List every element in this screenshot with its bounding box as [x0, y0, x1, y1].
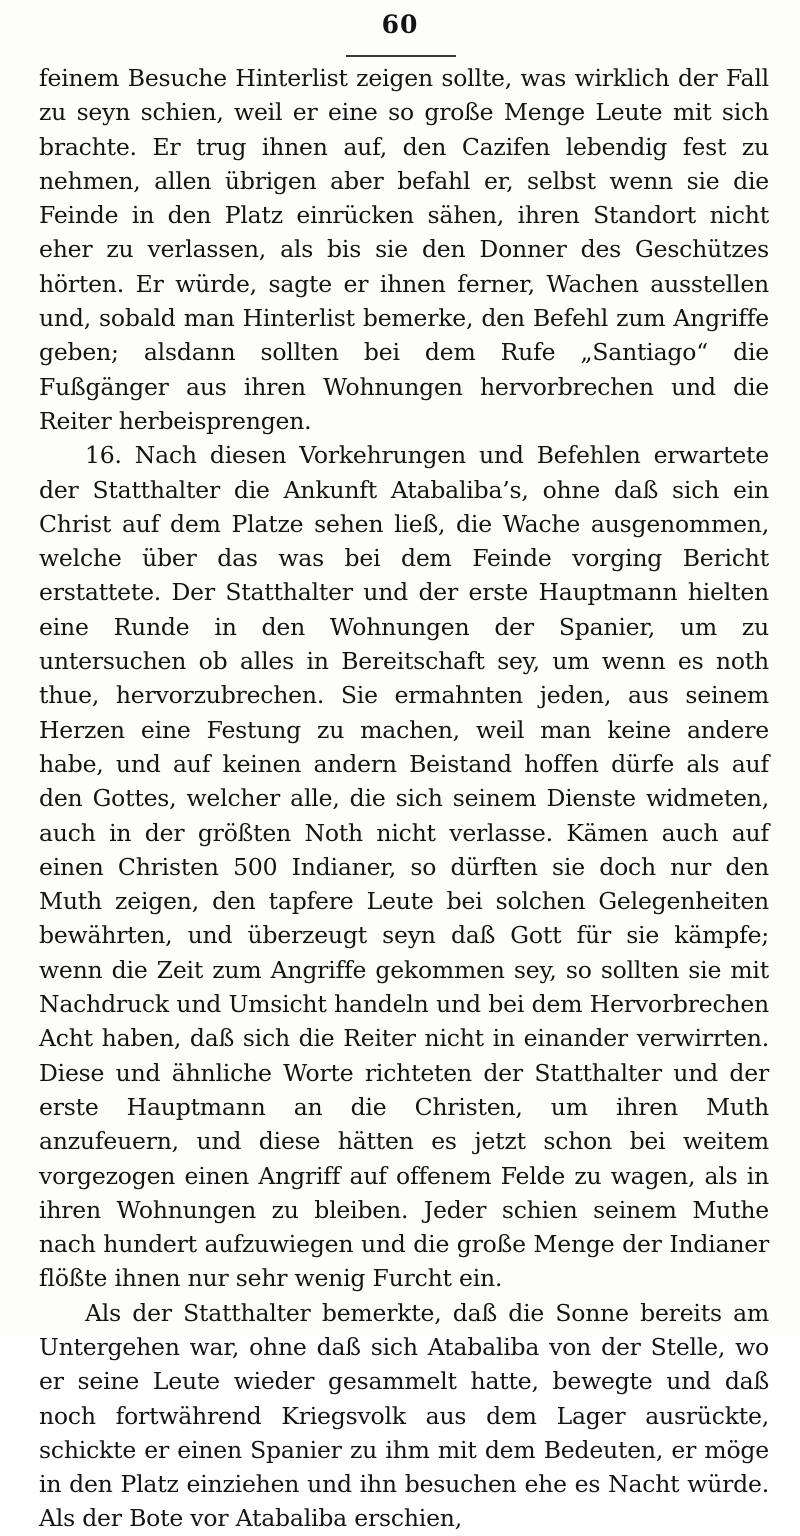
paragraph-16: 16. Nach diesen Vorkehrungen und Befehlen erwartete der Statthalter die Ankunft Atabaliba’s, ohne daß sich ein Christ auf dem Platze sehen ließ, die Wache ausgenommen, welche über das was bei dem Feinde vorging Bericht erstattete. Der Statthalter und der erste Hauptmann hielten eine Runde in den Wohnungen der Spanier, um zu untersuchen ob alles in Bereitschaft sey, um wenn es noth thue, hervorzubrechen. Sie ermahnten jeden, aus seinem Herzen eine Festung zu machen, weil man keine andere habe, und auf keinen andern Beistand hoffen dürfe als auf den Gottes, welcher alle, die sich seinem Dienste widmeten, auch in der größten Noth nicht verlasse. Kämen auch auf einen Christen 500 Indianer, so dürften sie doch nur den Muth zeigen, den tapfere Leute bei solchen Gelegenheiten bewährten, und überzeugt seyn daß Gott für sie kämpfe; wenn die Zeit zum Angriffe gekommen sey, so sollten sie mit Nachdruck und Umsicht handeln und bei dem Hervorbrechen Acht haben, daß sich die Reiter nicht in einander verwirrten. Diese und ähnliche Worte richteten der Statthalter und der erste Hauptmann an die Christen, um ihren Muth anzufeuern, und diese hätten es jetzt schon bei weitem vorgezogen einen Angriff auf offenem Felde zu wagen, als in ihren Wohnungen zu bleiben. Jeder schien seinem Muthe nach hundert aufzuwiegen und die große Menge der Indianer flößte ihnen nur sehr wenig Furcht ein. [39, 441, 769, 1293]
paragraph-continuation: feinem Besuche Hinterlist zeigen sollte, was wirklich der Fall zu seyn schien, weil er eine so große Menge Leute mit sich brachte. Er trug ihnen auf, den Cazifen lebendig fest zu nehmen, allen übrigen aber befahl er, selbst wenn sie die Feinde in den Platz einrücken sähen, ihren Standort nicht eher zu verlassen, als bis sie den Donner des Geschützes hörten. Er würde, sagte er ihnen ferner, Wachen ausstellen und, sobald man Hinterlist bemerke, den Befehl zum Angriffe geben; alsdann sollten bei dem Rufe „Santiago“ die Fußgänger aus ihren Wohnungen hervorbrechen und die Reiter herbeisprengen. [39, 64, 769, 435]
header-rule [346, 55, 456, 57]
paragraph-sunset: Als der Statthalter bemerkte, daß die Sonne bereits am Untergehen war, ohne daß sich Atabaliba von der Stelle, wo er seine Leute wieder gesammelt hatte, bewegte und daß noch fortwährend Kriegsvolk aus dem Lager ausrückte, schickte er einen Spanier zu ihm mit dem Bedeuten, er möge in den Platz einziehen und ihn besuchen ehe es Nacht würde. Als der Bote vor Atabaliba erschien, [39, 1298, 769, 1533]
page-number: 60 [381, 10, 419, 39]
body-text [39, 61, 769, 1536]
